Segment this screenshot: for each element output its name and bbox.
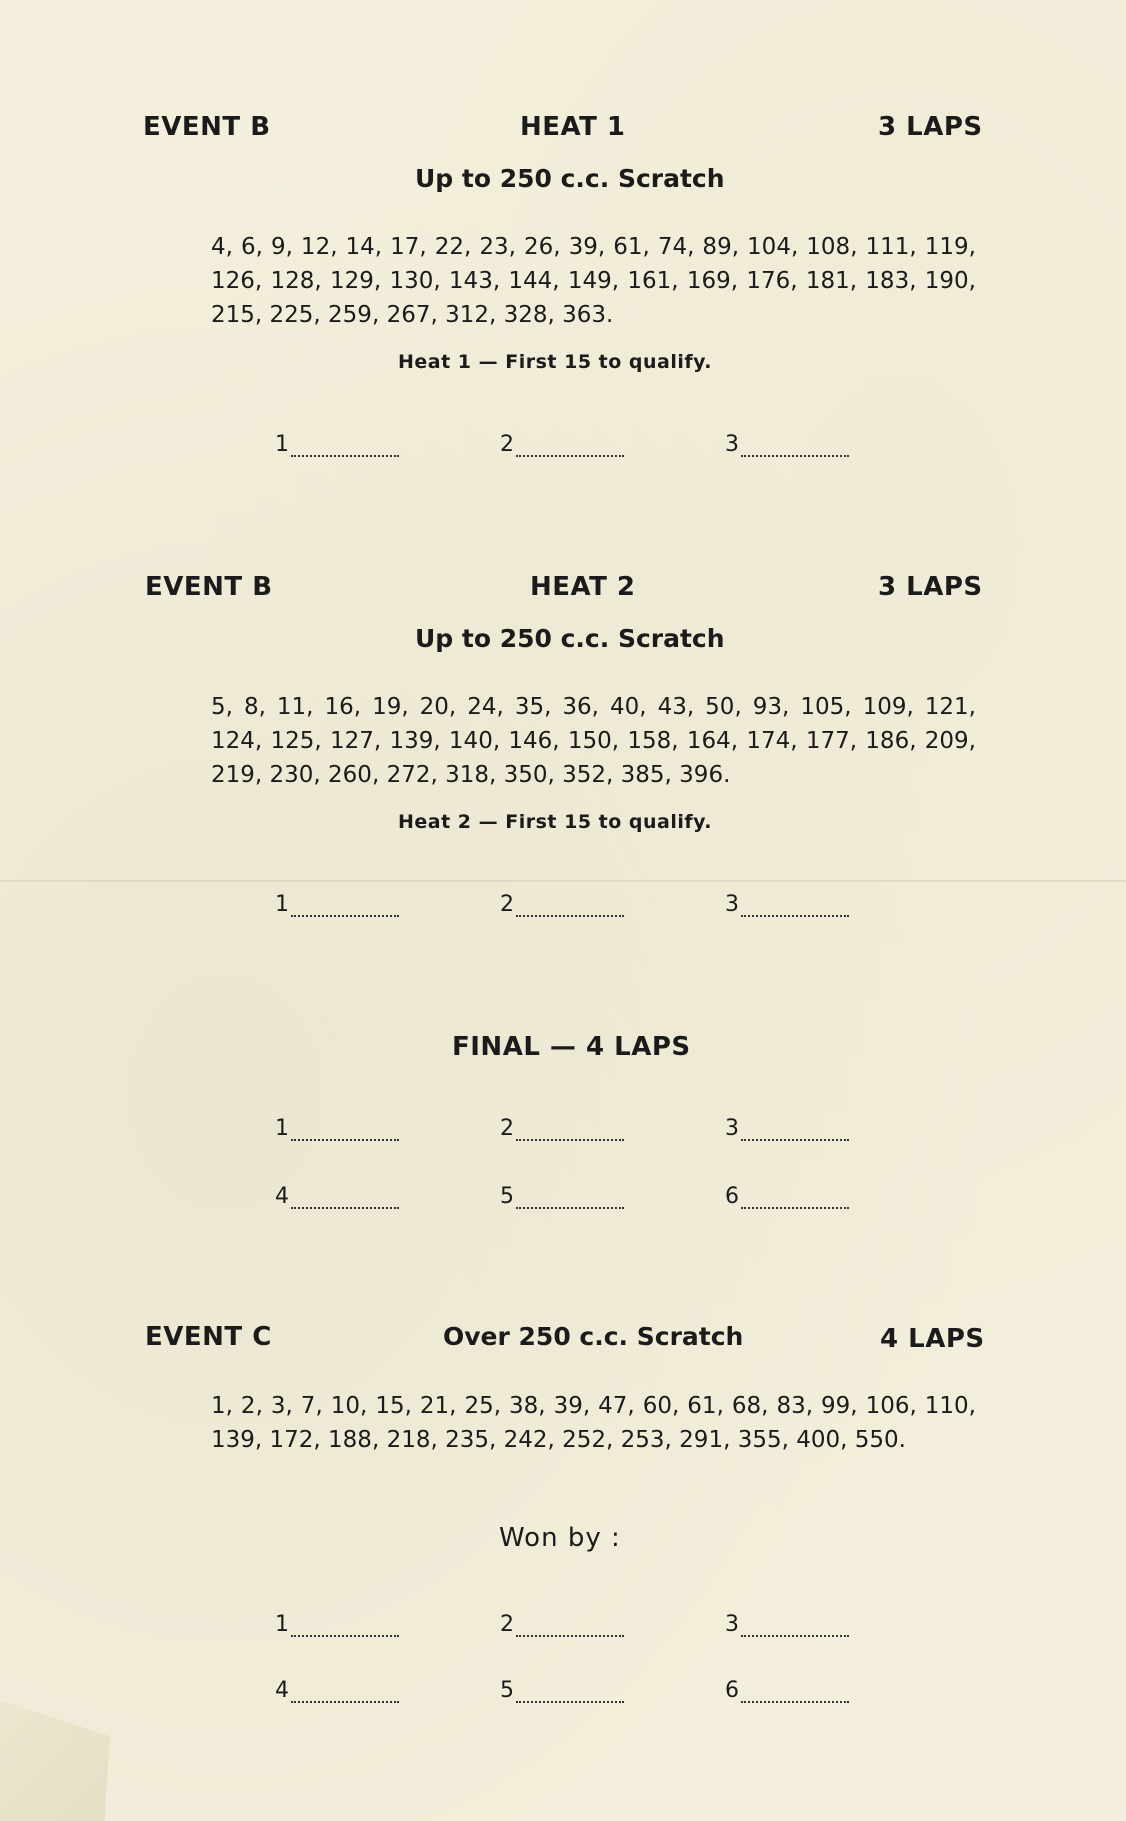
final-place-2: 2	[500, 1116, 624, 1141]
event-b-heat1-laps: 3 LAPS	[878, 112, 983, 142]
heat1-place-1: 1	[275, 432, 399, 457]
event-b-heat1-event-label: EVENT B	[143, 112, 271, 142]
final-place-4: 4	[275, 1184, 399, 1209]
final-place-5: 5	[500, 1184, 624, 1209]
paper-crease	[0, 880, 1126, 882]
heat1-place-2: 2	[500, 432, 624, 457]
event-c-class: Over 250 c.c. Scratch	[443, 1322, 744, 1351]
event-b-heat2-laps: 3 LAPS	[878, 572, 983, 602]
event-c-place-2: 2	[500, 1612, 624, 1637]
event-c-rider-numbers: 1, 2, 3, 7, 10, 15, 21, 25, 38, 39, 47, 60, 61, 68, 83, 99, 106, 110, 139, 172, 188, 218, 235, 242, 252, 253, 291, 355, 400, 550.	[211, 1393, 976, 1453]
event-c-place-1: 1	[275, 1612, 399, 1637]
final-place-3: 3	[725, 1116, 849, 1141]
event-c-won-by: Won by :	[499, 1523, 621, 1553]
event-c-event-label: EVENT C	[145, 1322, 272, 1352]
final-place-6: 6	[725, 1184, 849, 1209]
event-c-place-5: 5	[500, 1678, 624, 1703]
event-b-heat2-event-label: EVENT B	[145, 572, 273, 602]
folded-corner	[0, 1700, 110, 1821]
heat2-place-1: 1	[275, 892, 399, 917]
event-b-heat2-class: Up to 250 c.c. Scratch	[415, 624, 725, 653]
event-b-heat2-rider-numbers: 5, 8, 11, 16, 19, 20, 24, 35, 36, 40, 43, 50, 93, 105, 109, 121, 124, 125, 127, 139, 140, 146, 150, 158, 164, 174, 177, 186, 209, 219, 230, 260, 272, 318, 350, 352, 385, 396.	[211, 694, 976, 788]
event-c-laps: 4 LAPS	[880, 1324, 985, 1354]
final-title: FINAL — 4 LAPS	[452, 1032, 691, 1062]
event-b-heat1-rider-numbers: 4, 6, 9, 12, 14, 17, 22, 23, 26, 39, 61, 74, 89, 104, 108, 111, 119, 126, 128, 129, 130, 143, 144, 149, 161, 169, 176, 181, 183, 190, 215, 225, 259, 267, 312, 328, 363.	[211, 234, 976, 328]
event-b-heat2-heat-label: HEAT 2	[530, 572, 636, 602]
event-c-place-3: 3	[725, 1612, 849, 1637]
event-c-place-4: 4	[275, 1678, 399, 1703]
event-b-heat1-class: Up to 250 c.c. Scratch	[415, 164, 725, 193]
final-place-1: 1	[275, 1116, 399, 1141]
heat2-place-3: 3	[725, 892, 849, 917]
heat2-place-2: 2	[500, 892, 624, 917]
event-b-heat2-qualify-note: Heat 2 — First 15 to qualify.	[398, 811, 713, 833]
event-b-heat1-heat-label: HEAT 1	[520, 112, 626, 142]
event-c-place-6: 6	[725, 1678, 849, 1703]
event-b-heat1-qualify-note: Heat 1 — First 15 to qualify.	[398, 351, 713, 373]
heat1-place-3: 3	[725, 432, 849, 457]
